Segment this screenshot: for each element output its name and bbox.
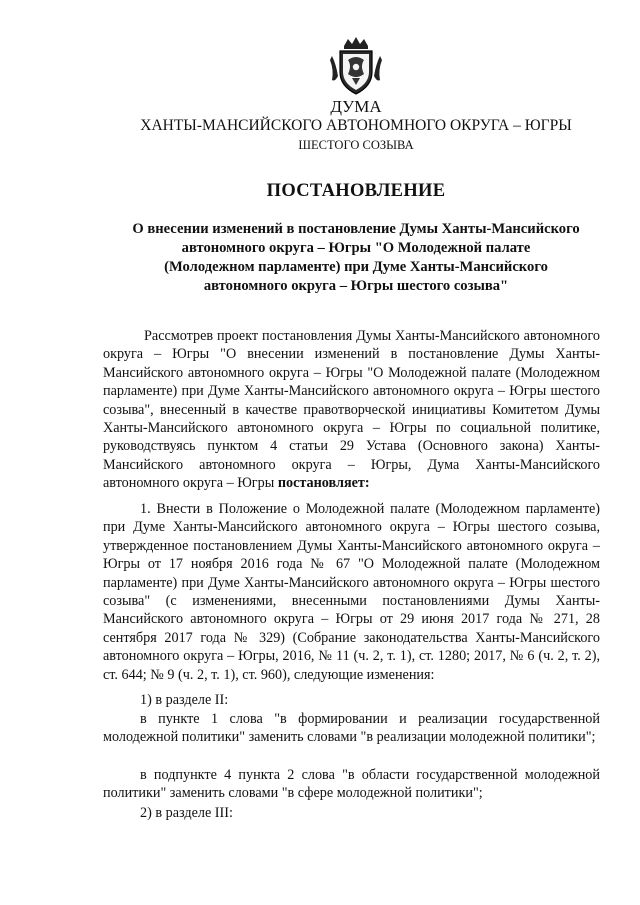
subject-line: (Молодежном парламенте) при Думе Ханты-Мансийского xyxy=(164,259,548,275)
org-name: ДУМА xyxy=(330,97,382,116)
convocation: ШЕСТОГО СОЗЫВА xyxy=(298,138,414,152)
subclause-1-heading: 1) в разделе II: xyxy=(140,692,229,708)
clause-1-paragraph: 1. Внести в Положение о Молодежной палате (Молодежном парламенте) при Думе Ханты-Мансийского автономного округа – Югры шестого созыва, утвержденное постановлением Думы Ханты-Мансийского автономного округа – Югры от 17 ноября 2016 года № 67 "О Молодежной палате (Молодежном парламенте) при Думе Ханты-Мансийского автономного округа – Югры шестого созыва" (с изменениями, внесенными постановлениями Думы Ханты-Мансийского автономного округа – Югры от 29 июня 2017 года № 271, 28 сентября 2017 года № 329) (Собрание законодательства Ханты-Мансийского автономного округа – Югры, 2016, № 11 (ч. 2, т. 1), ст. 1280; 2017, № 6 (ч. 2, т. 2), ст. 644; № 9 (ч. 2, т. 1), ст. 960), следующие изменения: xyxy=(103,501,600,683)
coat-of-arms-icon xyxy=(328,36,384,98)
document-subject xyxy=(100,220,612,296)
preamble-paragraph xyxy=(103,327,600,493)
subclause-1-item-b: в подпункте 4 пункта 2 слова "в области государственной молодежной политики" заменить словами "в сфере молодежной политики"; xyxy=(103,767,600,802)
decree-word: постановляет: xyxy=(277,475,370,492)
preamble-text: Рассмотрев проект постановления Думы Ханты-Мансийского автономного округа – Югры "О внесении изменений в постановление Думы Ханты-Мансийского автономного округа – Югры "О Молодежной палате (Молодежном парламенте) при Думе Ханты-Мансийского автономного округа – Югры шестого созыва", внесенный в качестве правотворческой инициативы Комитетом Думы Ханты-Мансийского автономного округа – Югры по социальной политике, руководствуясь пунктом 4 статьи 29 Устава (Основного закона) Ханты-Мансийского автономного округа – Югры, Дума Ханты-Мансийского автономного округа – Югры xyxy=(103,328,600,492)
subject-line: автономного округа – Югры "О Молодежной палате xyxy=(181,240,531,256)
subclause-2-heading: 2) в разделе III: xyxy=(140,805,233,821)
subject-line: автономного округа – Югры шестого созыва" xyxy=(203,278,509,294)
document-type: ПОСТАНОВЛЕНИЕ xyxy=(266,181,446,201)
subject-line: О внесении изменений в постановление Думы Ханты-Мансийского xyxy=(132,221,580,237)
subclause-1-item-a: в пункте 1 слова "в формировании и реализации государственной молодежной политики" заменить словами "в реализации молодежной политики"; xyxy=(103,711,600,746)
region-name: ХАНТЫ-МАНСИЙСКОГО АВТОНОМНОГО ОКРУГА – ЮГРЫ xyxy=(140,117,572,134)
